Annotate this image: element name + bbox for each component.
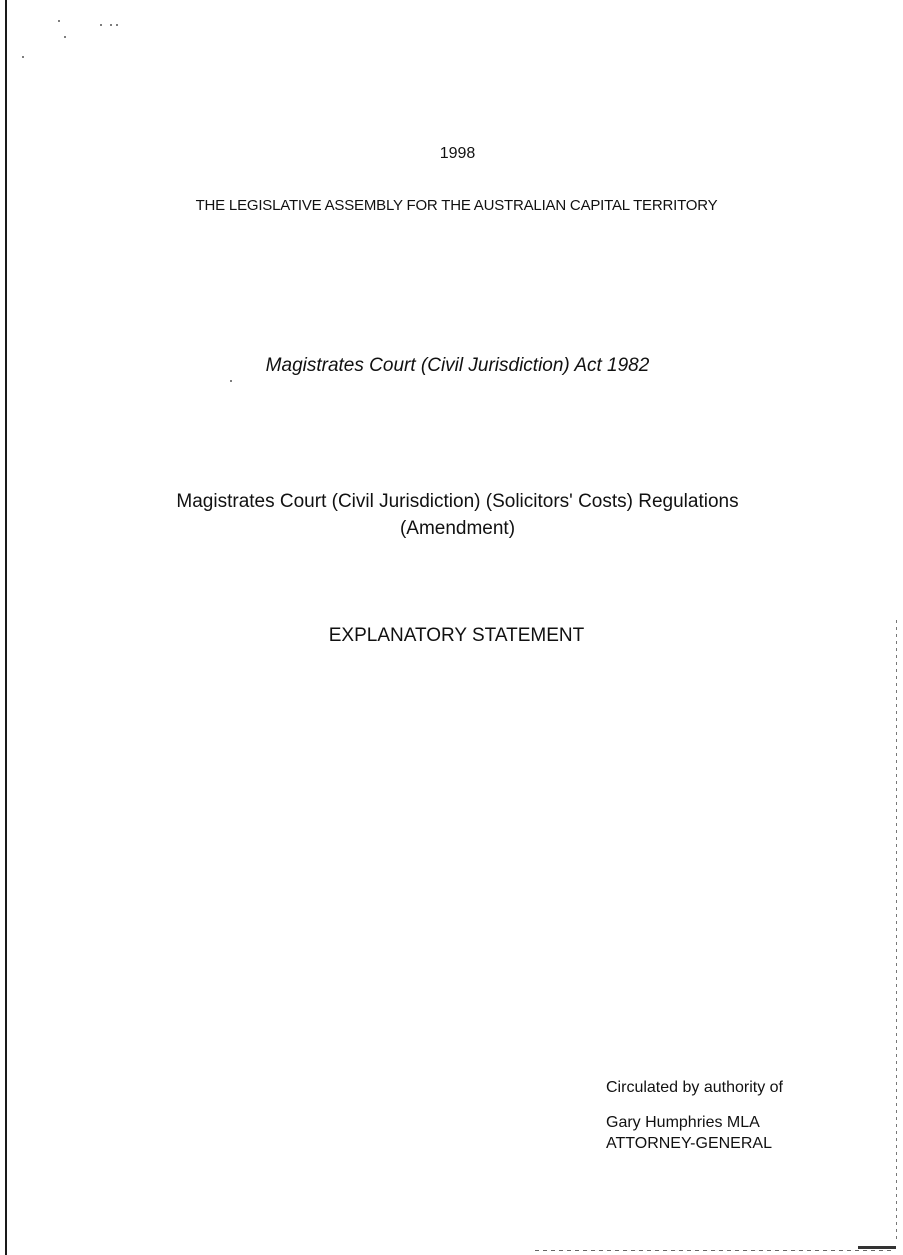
scan-speck: [110, 24, 112, 26]
explanatory-statement-heading: EXPLANATORY STATEMENT: [328, 625, 585, 646]
scan-speck: [64, 36, 66, 38]
scan-speck: [22, 56, 24, 58]
act-title: Magistrates Court (Civil Jurisdiction) Act 1982: [265, 355, 650, 376]
regulation-title-line-1: Magistrates Court (Civil Jurisdiction) (Solicitors' Costs) Regulations: [176, 491, 739, 512]
minister-name: Gary Humphries MLA: [606, 1114, 760, 1131]
document-year: 1998: [439, 145, 476, 162]
scan-speck: [230, 380, 232, 382]
scan-right-edge: [896, 620, 897, 1240]
minister-office: ATTORNEY-GENERAL: [606, 1135, 772, 1152]
scan-bottom-edge: [535, 1250, 895, 1251]
circulated-by-authority: Circulated by authority of: [606, 1079, 783, 1096]
scan-corner-mark: [858, 1246, 896, 1249]
scan-speck: [58, 20, 60, 22]
scan-speck: [116, 24, 118, 26]
assembly-heading: THE LEGISLATIVE ASSEMBLY FOR THE AUSTRALIAN CAPITAL TERRITORY: [195, 197, 718, 214]
regulation-title-line-2: (Amendment): [399, 518, 516, 539]
scan-speck: [100, 24, 102, 26]
